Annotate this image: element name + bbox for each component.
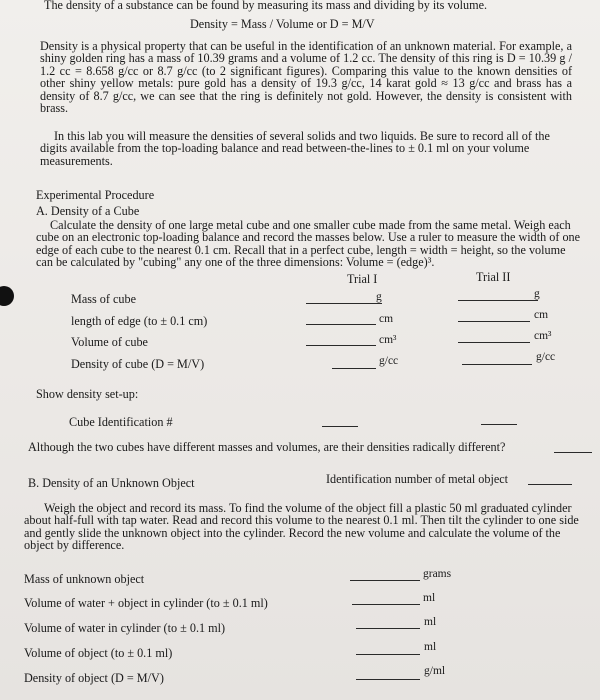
section-a-paragraph: Calculate the density of one large metal cube and one smaller cube made from the same metal. Weigh each cube on an electronic top-loading balance and record the masses below. Use a ruler to measure the width of one edge of each cube to the nearest 0.1 cm. Recall that in a perfect cube, length = width = height, so the volume can be calculated by "cubing" any one of the three dimensions: Volume = (edge)³. [36, 218, 581, 270]
object-row-label: Volume of water in cylinder (to ± 0.1 ml) [24, 621, 226, 635]
cube-row-unit: g [534, 288, 540, 300]
object-id-blank[interactable] [528, 484, 572, 485]
procedure-heading: Experimental Procedure [36, 188, 155, 202]
answer-blank[interactable] [356, 628, 420, 629]
cube-row-unit: cm [379, 313, 394, 325]
cube-id-blank-2[interactable] [481, 424, 517, 425]
answer-blank[interactable] [458, 300, 538, 301]
trial-2-header: Trial II [476, 270, 511, 284]
section-b-heading: B. Density of an Unknown Object [28, 476, 195, 490]
object-row-unit: ml [424, 616, 437, 628]
cube-row-unit: g/cc [379, 355, 399, 367]
answer-blank[interactable] [306, 345, 376, 346]
answer-blank[interactable] [458, 321, 530, 322]
cube-row-label: length of edge (to ± 0.1 cm) [71, 314, 208, 328]
binder-hole [0, 286, 14, 306]
answer-blank[interactable] [306, 303, 382, 304]
answer-blank[interactable] [306, 324, 376, 325]
section-a-heading: A. Density of a Cube [36, 204, 140, 218]
cube-row-unit: cm [534, 309, 549, 321]
section-b-paragraph: Weigh the object and record its mass. To find the volume of the object fill a plastic 50 ml graduated cylinder about half-full with tap water. Read and record this volume to the nearest 0.1 ml. Then tilt the cylinder to one side and gently slide the unknown object into the cylinder. Record the new volume and calculate the volume of the object by difference. [24, 501, 579, 553]
cube-row-unit: cm³ [379, 334, 397, 346]
cube-row-unit: g [376, 291, 382, 303]
cube-id-label: Cube Identification # [69, 415, 173, 429]
answer-blank[interactable] [356, 679, 420, 680]
answer-blank[interactable] [350, 580, 420, 581]
intro-paragraph: Density is a physical property that can be useful in the identification of an unknown material. For example, a shiny golden ring has a mass of 10.39 grams and a volume of 1.2 cc. The density of this ring is D = 10.39 g / 1.2 cc = 8.658 g/cc or 8.7 g/cc (to 2 significant figures). Comparing this value to the known densities of other shiny yellow metals: pure gold has a density of 19.3 g/cc, 14 karat gold ≈ 13 g/cc and brass has a density of 8.7 g/cc, we can see that the ring is definitely not gold. However, the density is consistent with brass. [40, 39, 572, 116]
object-row-unit: grams [423, 568, 452, 580]
object-row-label: Volume of water + object in cylinder (to ± 0.1 ml) [24, 596, 268, 610]
cube-row-unit: g/cc [536, 351, 556, 363]
object-id-label: Identification number of metal object [326, 472, 509, 486]
instructions-paragraph: In this lab you will measure the densities of several solids and two liquids. Be sure to record all of the digits available from the top-loading balance and read between-the-lines to ± 0.1 ml on your volume measurements. [40, 129, 550, 168]
question-answer-blank[interactable] [554, 452, 592, 453]
object-row-unit: ml [424, 641, 437, 653]
intro-line: The density of a substance can be found by measuring its mass and dividing by its volume. [44, 0, 488, 12]
density-formula: Density = Mass / Volume or D = M/V [190, 17, 375, 31]
object-row-label: Volume of object (to ± 0.1 ml) [24, 646, 173, 660]
cube-row-label: Density of cube (D = M/V) [71, 357, 205, 371]
density-setup-label: Show density set-up: [36, 387, 139, 401]
object-row-unit: ml [423, 592, 436, 604]
object-row-label: Mass of unknown object [24, 572, 145, 586]
answer-blank[interactable] [462, 364, 532, 365]
answer-blank[interactable] [332, 368, 376, 369]
cube-row-unit: cm³ [534, 330, 552, 342]
trial-1-header: Trial I [347, 272, 378, 286]
density-question: Although the two cubes have different masses and volumes, are their densities radically different? [28, 440, 506, 454]
answer-blank[interactable] [356, 654, 420, 655]
answer-blank[interactable] [458, 342, 530, 343]
cube-row-label: Volume of cube [71, 335, 148, 349]
object-row-label: Density of object (D = M/V) [24, 671, 164, 685]
cube-row-label: Mass of cube [71, 292, 136, 306]
object-row-unit: g/ml [424, 665, 446, 677]
answer-blank[interactable] [352, 604, 420, 605]
cube-id-blank-1[interactable] [322, 426, 358, 427]
